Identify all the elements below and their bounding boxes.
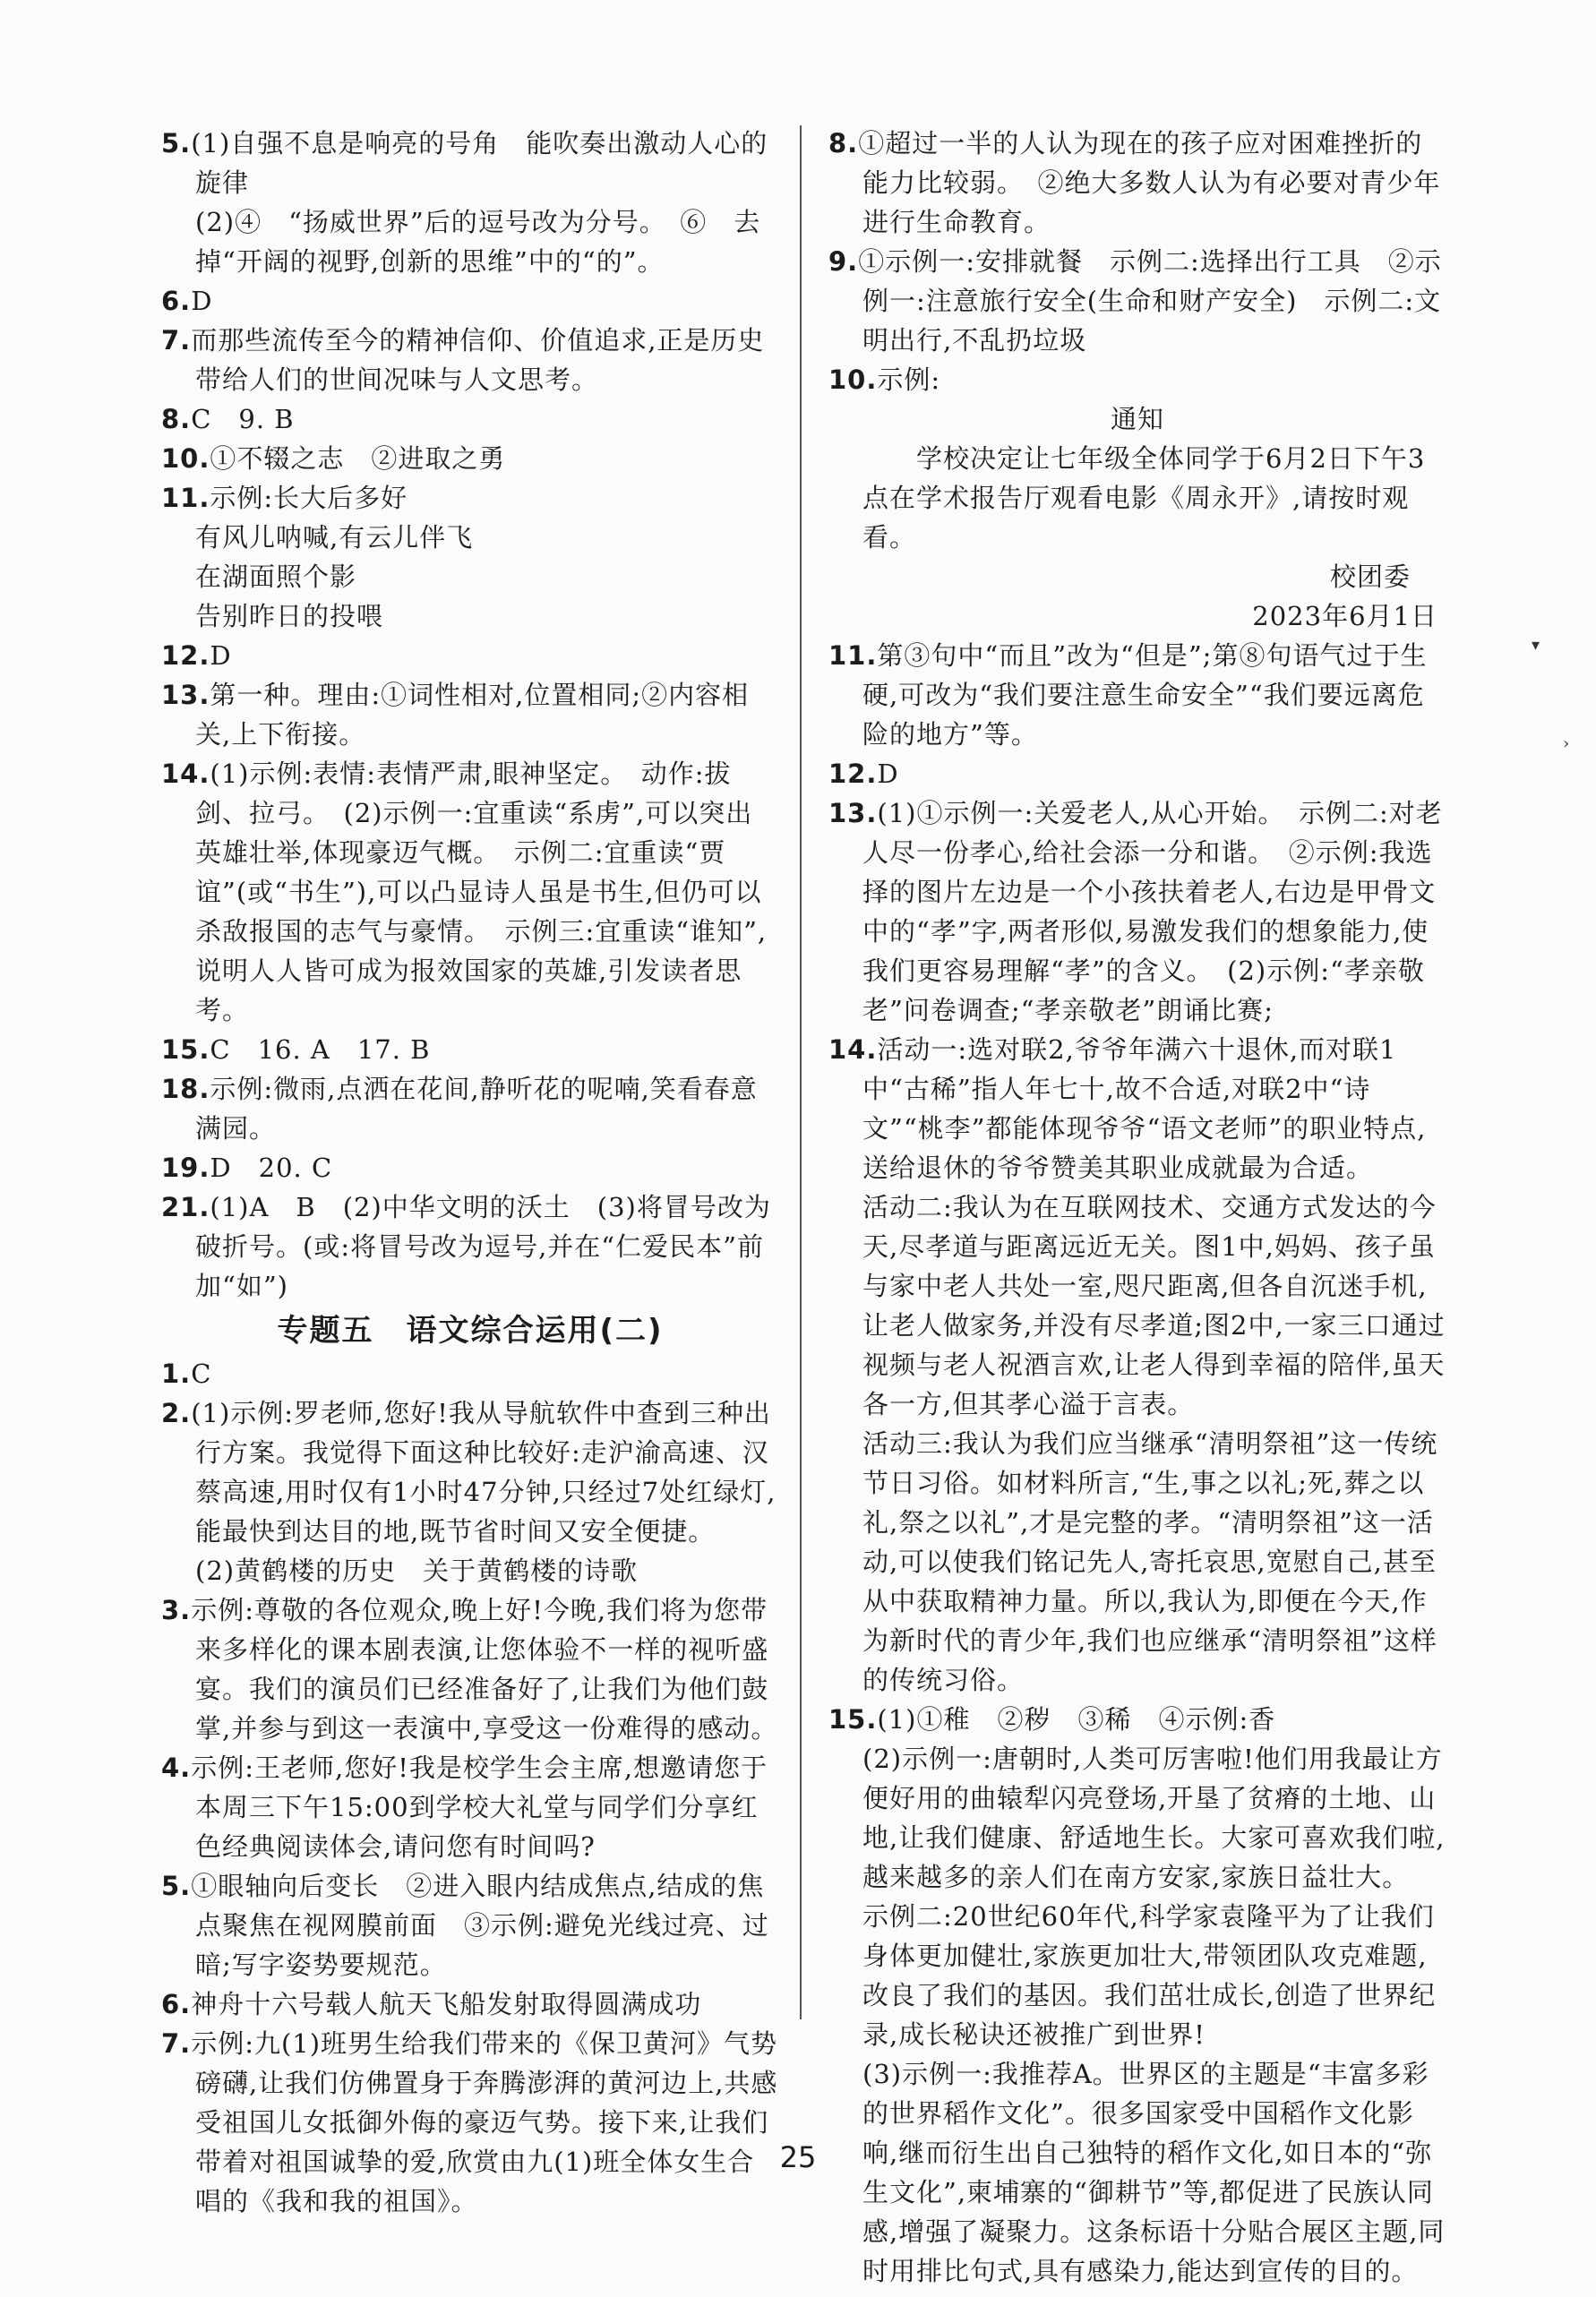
answer-text: C xyxy=(191,1358,212,1389)
answer-number: 6. xyxy=(161,1989,192,2019)
answer-text: 示例:王老师,您好!我是校学生会主席,想邀请您于本周三下午15:00到学校大礼堂与同学们分享红色经典阅读体会,请问您有时间吗? xyxy=(191,1753,768,1862)
answer-text: ①眼轴向后变长 ②进入眼内结成焦点,结成的焦点聚焦在视网膜前面 ③示例:避免光线过亮、过暗;写字姿势要规范。 xyxy=(191,1871,769,1980)
section-title: 专题五 语文综合运用(二) xyxy=(277,1313,664,1349)
answer-text: 第一种。理由:①词性相对,位置相同;②内容相关,上下衔接。 xyxy=(195,680,750,750)
answer-number: 3. xyxy=(161,1595,192,1625)
answer-item: 14.活动一:选对联2,爷爷年满六十退休,而对联1中“古稀”指人年七十,故不合适,对联2中“诗文”“桃李”都能体现爷爷“语文老师”的职业特点,送给退休的爷爷赞美其职业成就最为合适。 xyxy=(828,1034,1427,1183)
answer-line: (2)示例一:唐朝时,人类可厉害啦!他们用我最让方便好用的曲辕犁闪亮登场,开垦了贫瘠的土地、山地,让我们健康、舒适地生长。大家可喜欢我们啦,越来越多的亲人们在南方安家,家族日益壮大。 xyxy=(862,1744,1446,1892)
notice-title: 通知 xyxy=(1110,404,1164,434)
answer-item: 8.①超过一半的人认为现在的孩子应对困难挫折的能力比较弱。 ②绝大多数人认为有必要对青少年进行生命教育。 xyxy=(828,128,1441,237)
scan-mark: › xyxy=(1563,734,1570,753)
answer-text: 示例:长大后多好 xyxy=(210,483,408,513)
answer-item xyxy=(161,636,779,675)
notice-signer: 校团委 xyxy=(1329,561,1411,592)
answer-line: 活动二:我认为在互联网技术、交通方式发达的今天,尽孝道与距离远近无关。图1中,妈妈、孩子虽与家中老人共处一室,咫尺距离,但各自沉迷手机,让老人做家务,并没有尽孝道;图2中,一家三口通过视频与老人祝酒言欢,让老人得到幸福的陪伴,虽天各一方,但其孝心溢于言表。 xyxy=(862,1192,1446,1419)
answer-text: 神舟十六号载人航天飞船发射取得圆满成功 xyxy=(191,1989,702,2019)
answer-number: 7. xyxy=(161,2028,192,2059)
answer-text: (1)A B (2)中华文明的沃土 (3)将冒号改为破折号。(或:将冒号改为逗号,并在“仁爱民本”前加“如”) xyxy=(195,1192,771,1301)
answer-text: 示例:九(1)班男生给我们带来的《保卫黄河》气势磅礴,让我们仿佛置身于奔腾澎湃的黄河边上,共感受祖国儿女抵御外侮的豪迈气势。接下来,让我们带着对祖国诚挚的爱,欣赏由九(1)班全体女生合唱的《我和我的祖国》。 xyxy=(191,2028,778,2216)
answer-item xyxy=(161,2024,779,2221)
answer-text: C 16. A 17. B xyxy=(210,1034,431,1065)
answer-item: 11.第③句中“而且”改为“但是”;第⑧句语气过于生硬,可改为“我们要注意生命安全”“我们要远离危险的地方”等。 xyxy=(828,640,1428,750)
answer-item xyxy=(161,1590,779,1748)
answer-item xyxy=(161,1069,779,1148)
answer-item xyxy=(161,754,779,1030)
answer-item xyxy=(161,675,779,754)
answer-text: 而那些流传至今的精神信仰、价值追求,正是历史带给人们的世间况味与人文思考。 xyxy=(191,325,765,395)
answer-text: 示例:尊敬的各位观众,晚上好!今晚,我们将为您带来多样化的课本剧表演,让您体验不一样的视听盛宴。我们的演员们已经准备好了,让我们为他们鼓掌,并参与到这一表演中,享受这一份难得的感动。 xyxy=(191,1595,778,1744)
answer-item: 9.①示例一:安排就餐 示例二:选择出行工具 ②示例一:注意旅行安全(生命和财产安全) 示例二:文明出行,不乱扔垃圾 xyxy=(828,246,1442,356)
answer-line: 有风儿呐喊,有云儿伴飞 xyxy=(195,522,474,553)
answer-line: 活动三:我认为我们应当继承“清明祭祖”这一传统节日习俗。如材料所言,“生,事之以礼;死,葬之以礼,祭之以礼”,才是完整的孝。“清明祭祖”这一活动,可以使我们铭记先人,寄托哀思,宽慰自己,甚至从中获取精神力量。所以,我认为,即便在今天,作为新时代的青少年,我们也应继承“清明祭祖”这样的传统习俗。 xyxy=(862,1428,1438,1695)
answer-line: (2)④ “扬威世界”后的逗号改为分号。 ⑥ 去掉“开阔的视野,创新的思维”中的“的”。 xyxy=(195,207,761,277)
answer-line: 告别昨日的投喂 xyxy=(195,601,384,631)
answer-item: 10.示例: xyxy=(828,364,941,395)
answer-number: 21. xyxy=(161,1192,210,1222)
answer-item xyxy=(161,1354,779,1393)
answer-line: (2)黄鹤楼的历史 关于黄鹤楼的诗歌 xyxy=(195,1556,639,1586)
answer-item xyxy=(161,439,779,478)
answer-item xyxy=(161,1748,779,1866)
answer-item: 13.(1)①示例一:关爱老人,从心开始。 示例二:对老人尽一份孝心,给社会添一分和谐。 ②示例:我选择的图片左边是一个小孩扶着老人,右边是甲骨文中的“孝”字,两者形似,易激发我们的想象能力,使我们更容易理解“孝”的含义。 (2)示例:“孝亲敬老”问卷调查;“孝亲敬老”朗诵比赛; xyxy=(828,798,1443,1025)
answer-number: 5. xyxy=(161,1871,192,1901)
answer-line: 在湖面照个影 xyxy=(195,561,357,592)
answer-item: 12.D xyxy=(828,759,899,789)
scan-mark: ▾ xyxy=(1532,636,1540,655)
answer-number: 15. xyxy=(161,1034,210,1065)
answer-text: (1)自强不息是响亮的号角 能吹奏出激动人心的旋律 xyxy=(191,128,768,198)
answer-item xyxy=(161,281,779,321)
answer-line: (3)示例一:我推荐A。世界区的主题是“丰富多彩的世界稻作文化”。很多国家受中国稻作文化影响,继而衍生出自己独特的稻作文化,如日本的“弥生文化”,柬埔寨的“御耕节”等,都促进了民族认同感,增强了凝聚力。这条标语十分贴合展区主题,同时用排比句式,具有感染力,能达到宣传的目的。 xyxy=(862,2059,1446,2286)
answer-item: 15.(1)①稚 ②秽 ③稀 ④示例:香 xyxy=(828,1704,1276,1735)
answer-item xyxy=(161,478,779,518)
answer-number: 14. xyxy=(161,759,210,789)
column-divider xyxy=(800,125,802,2019)
answer-number: 2. xyxy=(161,1398,192,1428)
answer-number: 13. xyxy=(161,680,210,710)
answer-text: D 20. C xyxy=(210,1153,333,1183)
answer-item xyxy=(161,124,779,202)
answer-item xyxy=(161,1393,779,1551)
right-column xyxy=(828,124,1446,2291)
page-number: 25 xyxy=(779,2140,817,2174)
answer-number: 11. xyxy=(161,483,210,513)
answer-number: 10. xyxy=(161,443,210,474)
answer-item xyxy=(161,1187,779,1306)
answer-text: D xyxy=(210,640,232,671)
answers-part-1 xyxy=(161,124,779,1306)
answer-number: 8. xyxy=(161,404,192,434)
answer-number: 19. xyxy=(161,1153,210,1183)
answer-item xyxy=(161,399,779,439)
answer-number: 18. xyxy=(161,1074,210,1104)
answer-number: 12. xyxy=(161,640,210,671)
notice-body: 学校决定让七年级全体同学于6月2日下午3点在学术报告厅观看电影《周永开》,请按时观看。 xyxy=(862,443,1426,553)
answer-item xyxy=(161,321,779,399)
answers-part-2 xyxy=(161,1354,779,2221)
answer-number: 5. xyxy=(161,128,192,159)
answer-text: C 9. B xyxy=(191,404,295,434)
answer-text: D xyxy=(191,286,213,316)
answer-text: (1)示例:罗老师,您好!我从导航软件中查到三种出行方案。我觉得下面这种比较好:走沪渝高速、汉蔡高速,用时仅有1小时47分钟,只经过7处红绿灯,能最快到达目的地,既节省时间又安全便捷。 xyxy=(191,1398,777,1547)
answer-item xyxy=(161,1866,779,1984)
answer-text: 示例:微雨,点洒在花间,静听花的呢喃,笑看春意满园。 xyxy=(195,1074,758,1144)
answer-number: 1. xyxy=(161,1358,192,1389)
answer-text: (1)示例:表情:表情严肃,眼神坚定。 动作:拔剑、拉弓。 (2)示例一:宜重读“系虏”,可以突出英雄壮举,体现豪迈气概。 示例二:宜重读“贾谊”(或“书生”),可以凸显诗人虽是书生,但仍可以杀敌报国的志气与豪情。 示例三:宜重读“谁知”,说明人人皆可成为报效国家的英雄,引发读者思考。 xyxy=(195,759,768,1025)
notice-date: 2023年6月1日 xyxy=(1252,601,1437,631)
answer-item xyxy=(161,1984,779,2024)
answer-number: 4. xyxy=(161,1753,192,1783)
answer-item xyxy=(161,1148,779,1187)
answer-line: 示例二:20世纪60年代,科学家袁隆平为了让我们身体更加健壮,家族更加壮大,带领团队攻克难题,改良了我们的基因。我们茁壮成长,创造了世界纪录,成长秘诀还被推广到世界! xyxy=(862,1901,1437,2050)
answer-item xyxy=(161,1030,779,1069)
answer-number: 7. xyxy=(161,325,192,356)
answer-number: 6. xyxy=(161,286,192,316)
answer-text: ①不辍之志 ②进取之勇 xyxy=(210,443,506,474)
left-column xyxy=(161,124,779,2221)
